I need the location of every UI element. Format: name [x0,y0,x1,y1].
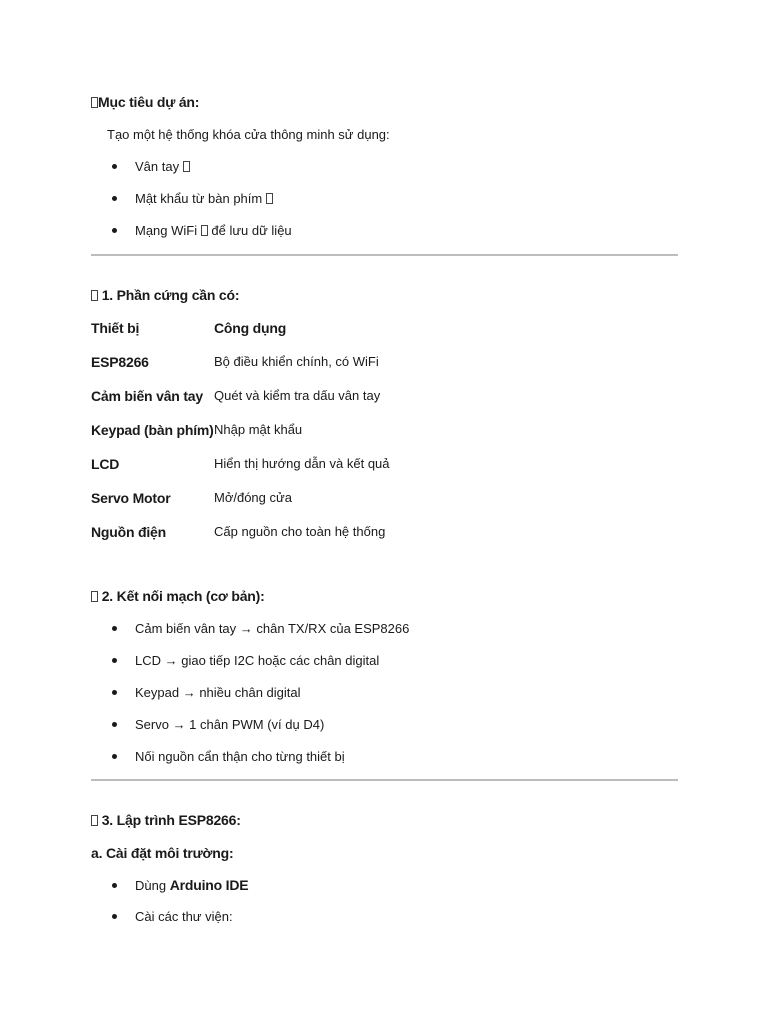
list-item: Cài các thư viện: [112,909,233,924]
goal-intro: Tạo một hệ thống khóa cửa thông minh sử dụng: [107,127,390,142]
list-item: Keypad → nhiều chân digital [112,685,301,700]
goal-heading: Mục tiêu dự án: [91,94,199,110]
missing-glyph-icon [91,815,98,826]
divider [91,254,678,256]
missing-glyph-icon [183,161,190,172]
list-item: Cảm biến vân tay → chân TX/RX của ESP8266 [112,621,409,636]
programming-heading: 3. Lập trình ESP8266: [91,812,241,828]
divider [91,779,678,781]
bullet-icon [112,626,117,631]
table-row: Nguồn điện Cấp nguồn cho toàn hệ thống [91,524,386,540]
bullet-icon [112,690,117,695]
col-usage-header: Công dụng [214,320,287,336]
bullet-icon [112,722,117,727]
list-item: Nối nguồn cẩn thận cho từng thiết bị [112,749,345,764]
bullet-icon [112,914,117,919]
programming-subheading: a. Cài đặt môi trường: [91,845,234,861]
list-item: Mật khẩu từ bàn phím [112,191,273,206]
col-device-header: Thiết bị [91,320,140,336]
missing-glyph-icon [201,225,208,236]
missing-glyph-icon [91,290,98,301]
table-row: Servo Motor Mở/đóng cửa [91,490,292,506]
table-row: Cảm biến vân tay Quét và kiểm tra dấu vân tay [91,388,381,404]
list-item: Servo → 1 chân PWM (ví dụ D4) [112,717,324,732]
bullet-icon [112,658,117,663]
missing-glyph-icon [91,97,98,108]
table-row: ESP8266 Bộ điều khiển chính, có WiFi [91,354,379,370]
bullet-icon [112,164,117,169]
missing-glyph-icon [91,591,98,602]
table-row: LCD Hiển thị hướng dẫn và kết quả [91,456,390,472]
list-item: LCD → giao tiếp I2C hoặc các chân digital [112,653,379,668]
missing-glyph-icon [266,193,273,204]
list-item: Vân tay [112,159,190,174]
bullet-icon [112,754,117,759]
bullet-icon [112,228,117,233]
table-row: Keypad (bàn phím) Nhập mật khẩu [91,422,303,438]
bullet-icon [112,196,117,201]
hardware-heading: 1. Phần cứng cần có: [91,287,239,303]
tool-name: Arduino IDE [169,877,249,893]
list-item: Dùng Arduino IDE [112,877,248,893]
bullet-icon [112,883,117,888]
list-item: Mạng WiFi để lưu dữ liệu [112,223,292,238]
table-header-row [91,320,691,340]
wiring-heading: 2. Kết nối mạch (cơ bản): [91,588,265,604]
